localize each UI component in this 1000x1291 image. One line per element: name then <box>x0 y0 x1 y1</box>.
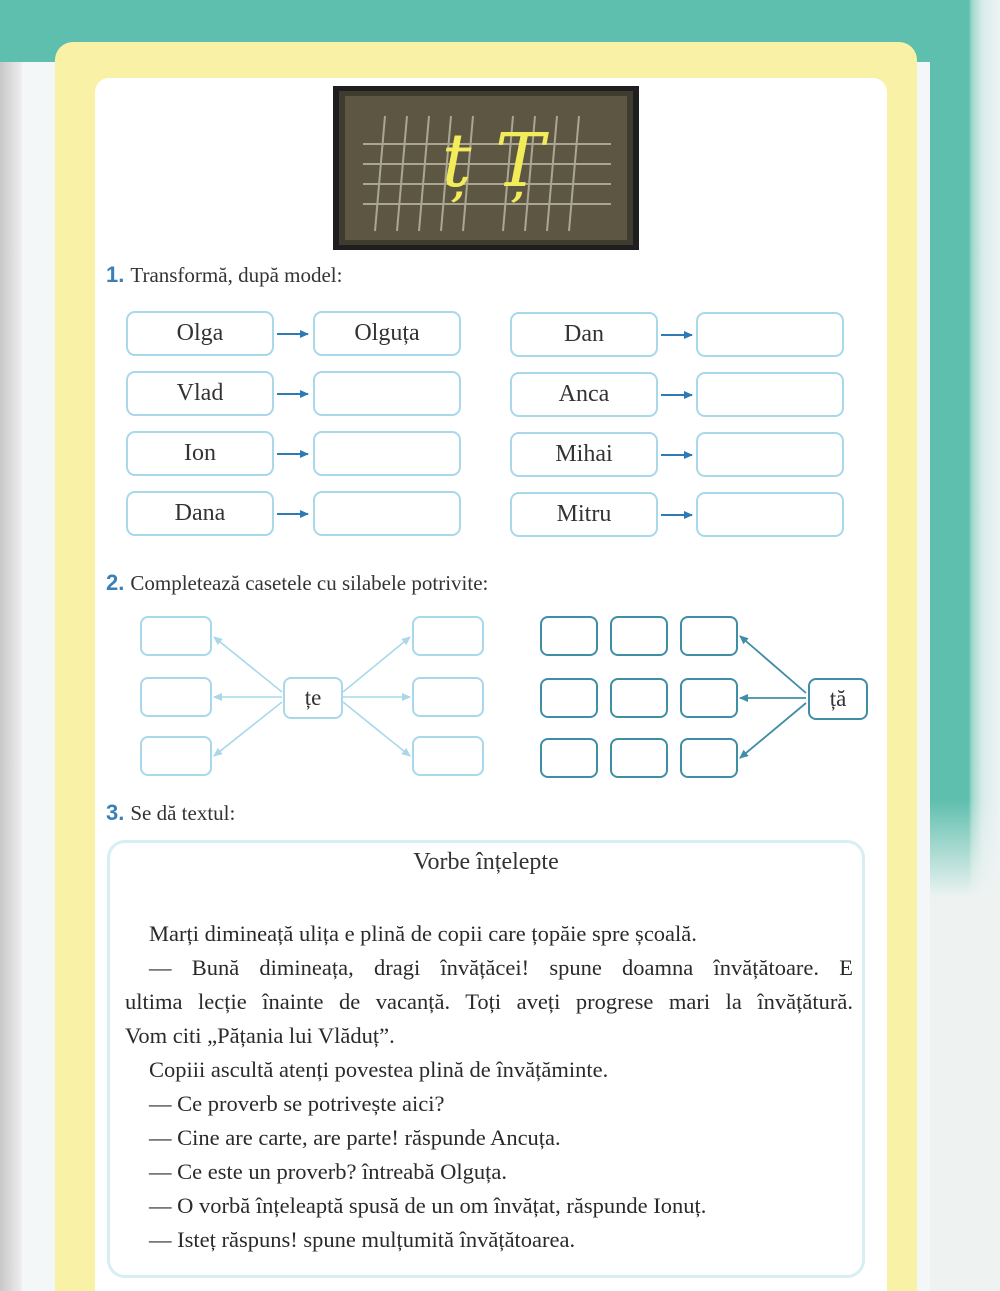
reading-text-title: Vorbe înțelepte <box>413 849 559 875</box>
syllable-box[interactable] <box>610 616 668 656</box>
syllable-te: țe <box>283 677 343 719</box>
exercise-instruction: Completează casetele cu silabele potrivite: <box>130 571 489 595</box>
text-line: ultima lecție înainte de vacanță. Toți aveți progrese mari la învățătură. <box>125 989 853 1014</box>
exercise-3-title <box>106 800 235 826</box>
syllable-box[interactable] <box>540 738 598 778</box>
text-line: Marți dimineață ulița e plină de copii care țopăie spre școală. <box>149 921 697 946</box>
name-box: Mitru <box>510 492 658 537</box>
text-line: — Ce proverb se potrivește aici? <box>149 1091 445 1116</box>
name-box: Dana <box>126 491 274 536</box>
answer-box[interactable] <box>696 372 844 417</box>
chalk-letters: ț Ț <box>441 118 545 204</box>
exercise-instruction: Transformă, după model: <box>130 263 343 287</box>
name-box: Olga <box>126 311 274 356</box>
answer-box[interactable] <box>696 312 844 357</box>
exercise-number: 2. <box>106 570 125 595</box>
syllable-box[interactable] <box>680 678 738 718</box>
exercise-number: 3. <box>106 800 125 825</box>
syllable-box[interactable] <box>610 678 668 718</box>
text-line: — Cine are carte, are parte! răspunde Ancuța. <box>149 1125 561 1150</box>
exercise-1-title <box>106 262 342 288</box>
answer-box[interactable] <box>313 431 461 476</box>
text-line: — O vorbă înțeleaptă spusă de un om învățat, răspunde Ionuț. <box>149 1193 707 1218</box>
syllable-box[interactable] <box>412 677 484 717</box>
name-box: Anca <box>510 372 658 417</box>
syllable-box[interactable] <box>540 678 598 718</box>
exercise-2-title <box>106 570 488 596</box>
text-line: — Isteț răspuns! spune mulțumită învățătoarea. <box>149 1227 576 1252</box>
syllable-box[interactable] <box>412 616 484 656</box>
syllable-box[interactable] <box>680 616 738 656</box>
text-line: — Ce este un proverb? întreabă Olguța. <box>149 1159 508 1184</box>
syllable-box[interactable] <box>540 616 598 656</box>
answer-box[interactable] <box>313 371 461 416</box>
page-fade <box>930 800 1000 1291</box>
name-box: Vlad <box>126 371 274 416</box>
syllable-box[interactable] <box>610 738 668 778</box>
syllable-ta: ță <box>808 678 868 720</box>
answer-box[interactable]: Olguța <box>313 311 461 356</box>
syllable-box[interactable] <box>140 736 212 776</box>
name-box: Ion <box>126 431 274 476</box>
syllable-box[interactable] <box>140 616 212 656</box>
page-edge <box>0 0 22 1291</box>
exercise-number: 1. <box>106 262 125 287</box>
text-line: Copiii ascultă atenți povestea plină de învățăminte. <box>149 1057 609 1082</box>
syllable-box[interactable] <box>412 736 484 776</box>
syllable-box[interactable] <box>680 738 738 778</box>
text-line: — Bună dimineața, dragi învățăcei! spune doamna învățătoare. E <box>149 955 853 980</box>
answer-box[interactable] <box>313 491 461 536</box>
reading-text <box>125 917 853 1257</box>
syllable-box[interactable] <box>140 677 212 717</box>
answer-box[interactable] <box>696 432 844 477</box>
chalkboard <box>333 86 639 250</box>
name-box: Dan <box>510 312 658 357</box>
text-line: Vom citi „Pățania lui Vlăduț”. <box>125 1023 395 1048</box>
answer-box[interactable] <box>696 492 844 537</box>
name-box: Mihai <box>510 432 658 477</box>
exercise-instruction: Se dă textul: <box>130 801 236 825</box>
